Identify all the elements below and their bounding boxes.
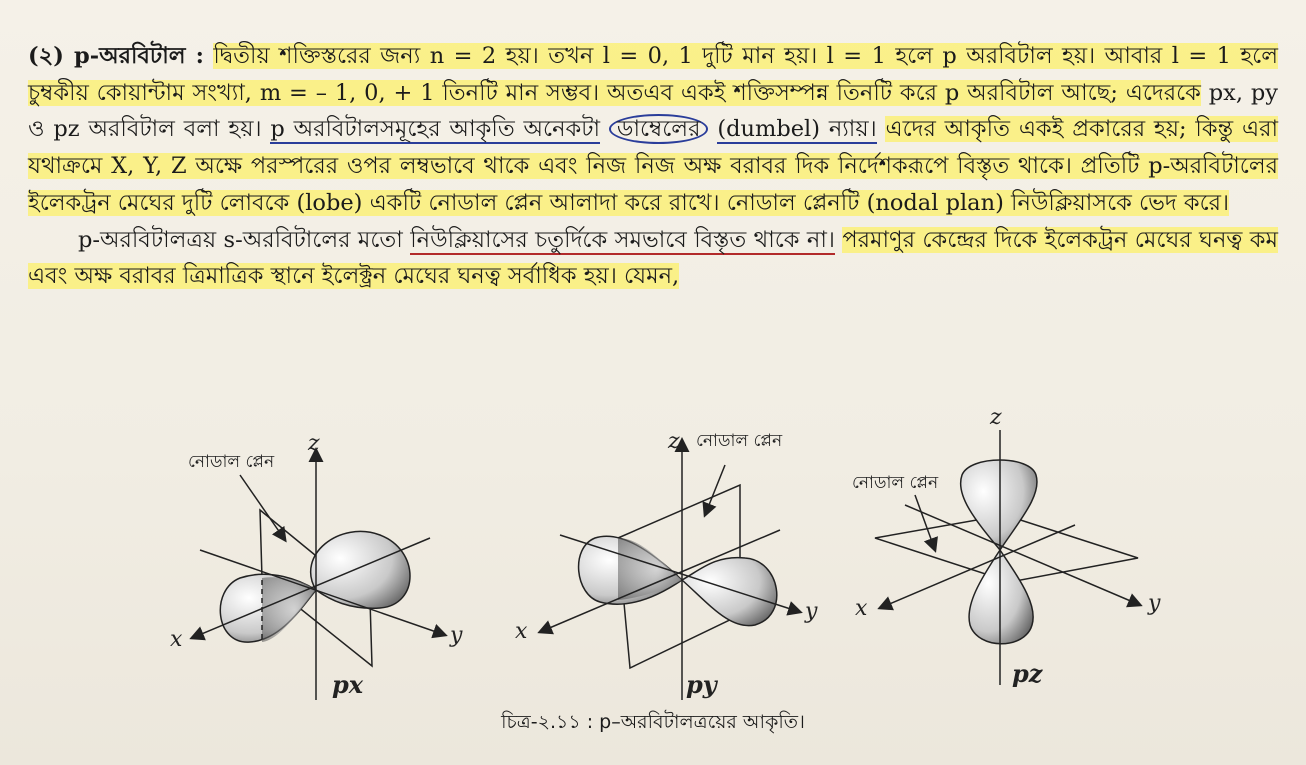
text-segment: p-অরবিটালত্রয় s-অরবিটালের মতো <box>78 226 403 253</box>
pointer-arrow <box>915 495 935 550</box>
pz-diagram <box>852 410 1161 688</box>
py-symbol: py <box>1250 79 1278 106</box>
circled-word: ডাম্বেলের <box>609 114 709 144</box>
text-segment: দ্বিতীয় শক্তিস্তরের জন্য n = 2 হয়। তখন l = 0, 1 দুটি মান হয়। l = 1 হলে p অরবিটাল হয়। আবার l = 1 হলে চুম্বকীয় কোয়ান্টাম সংখ্যা, m = – 1, 0, + 1 তিনটি মান সম্ভব। অতএব একই শক্তিসম্পন্ন তিনটি করে p অরবিটাল আছে; এদেরকে <box>28 43 1278 106</box>
figure-caption: চিত্র-২.১১ : p–অরবিটালত্রয়ের আকৃতি। <box>501 711 805 733</box>
z-axis-label: z <box>990 410 1002 430</box>
y-axis-label: y <box>805 599 818 624</box>
px-diagram <box>170 431 463 700</box>
text-segment: অরবিটাল বলা হয়। <box>88 116 262 143</box>
nodal-plane-label: নোডাল প্লেন <box>852 473 939 493</box>
x-axis-label: x <box>515 619 528 644</box>
underlined-text: p অরবিটালসমূহের আকৃতি অনেকটা <box>270 116 601 143</box>
px-label: px <box>332 670 364 699</box>
y-axis-label: y <box>450 623 463 648</box>
py-label: py <box>686 670 717 699</box>
z-axis-label: z <box>668 429 680 454</box>
paragraph-p-orbital: (২) p-অরবিটাল : দ্বিতীয় শক্তিস্তরের জন্য n = 2 হয়। তখন l = 0, 1 দুটি মান হয়। l = 1 হলে p অরবিটাল হয়। আবার l = 1 হলে চুম্বকীয় কোয়ান্টাম সংখ্যা, m = – 1, 0, + 1 তিনটি মান সম্ভব। অতএব একই শক্তিসম্পন্ন তিনটি করে p অরবিটাল আছে; এদেরকে px, py ও pz অরবিটাল বলা হয়। p অরবিটালসমূহের আকৃতি অনেকটা ডাম্বেলের (dumbel) ন্যায়। এদের আকৃতি একই প্রকারের হয়; কিন্তু এরা যথাক্রমে X, Y, Z অক্ষে পরস্পরের ওপর লম্বভাবে থাকে এবং নিজ নিজ অক্ষ বরাবর দিক নির্দেশকরূপে বিস্তৃত থাকে। প্রতিটি p-অরবিটালের ইলেকট্রন মেঘের দুটি লোবকে (lobe) একটি নোডাল প্লেন আলাদা করে রাখে। নোডাল প্লেনটি (nodal plan) নিউক্লিয়াসকে ভেদ করে। <box>28 43 1278 216</box>
nodal-plane-label: নোডাল প্লেন <box>696 431 783 451</box>
x-axis-label: x <box>170 627 183 652</box>
orbital-lobe <box>961 460 1037 550</box>
pointer-arrow <box>705 465 725 515</box>
p-orbitals-figure <box>0 410 1306 710</box>
underlined-text: নিউক্লিয়াসের চতুর্দিকে সমভাবে বিস্তৃত থাকে না। <box>410 226 835 253</box>
nodal-plane-label: নোডাল প্লেন <box>188 452 275 472</box>
px-symbol: px <box>1208 79 1236 106</box>
lobe-shadow <box>618 538 682 600</box>
orbital-lobe <box>311 531 410 608</box>
paragraph-distribution <box>28 222 1278 295</box>
underlined-text: (dumbel) ন্যায়। <box>717 116 877 143</box>
py-diagram <box>515 429 818 700</box>
section-heading: (২) p-অরবিটাল : <box>28 43 204 69</box>
and-word: ও <box>28 116 45 143</box>
y-axis-label: y <box>1148 591 1161 616</box>
x-axis-label: x <box>855 596 868 621</box>
body-text <box>28 38 1278 295</box>
pointer-arrow <box>240 475 285 540</box>
text-segment: এদের আকৃতি একই প্রকারের হয়; কিন্তু এরা যথাক্রমে X, Y, Z অক্ষে পরস্পরের ওপর লম্বভাবে থাকে এবং নিজ নিজ অক্ষ বরাবর দিক নির্দেশকরূপে বিস্তৃত থাকে। প্রতিটি p-অরবিটালের ইলেকট্রন মেঘের দুটি লোবকে (lobe) একটি নোডাল প্লেন আলাদা করে রাখে। নোডাল প্লেনটি (nodal plan) নিউক্লিয়াসকে ভেদ করে। <box>28 116 1278 216</box>
pz-label: pz <box>1012 659 1043 688</box>
z-axis-label: z <box>308 431 320 456</box>
orbital-lobe <box>682 558 777 626</box>
text-segment: পরমাণুর কেন্দ্রের দিকে ইলেকট্রন মেঘের ঘনত্ব কম এবং অক্ষ বরাবর ত্রিমাত্রিক স্থানে ইলেক্ট্রন মেঘের ঘনত্ব সর্বাধিক হয়। যেমন, <box>28 226 1279 290</box>
orbital-lobe <box>969 550 1033 644</box>
pz-symbol: pz <box>53 116 80 143</box>
